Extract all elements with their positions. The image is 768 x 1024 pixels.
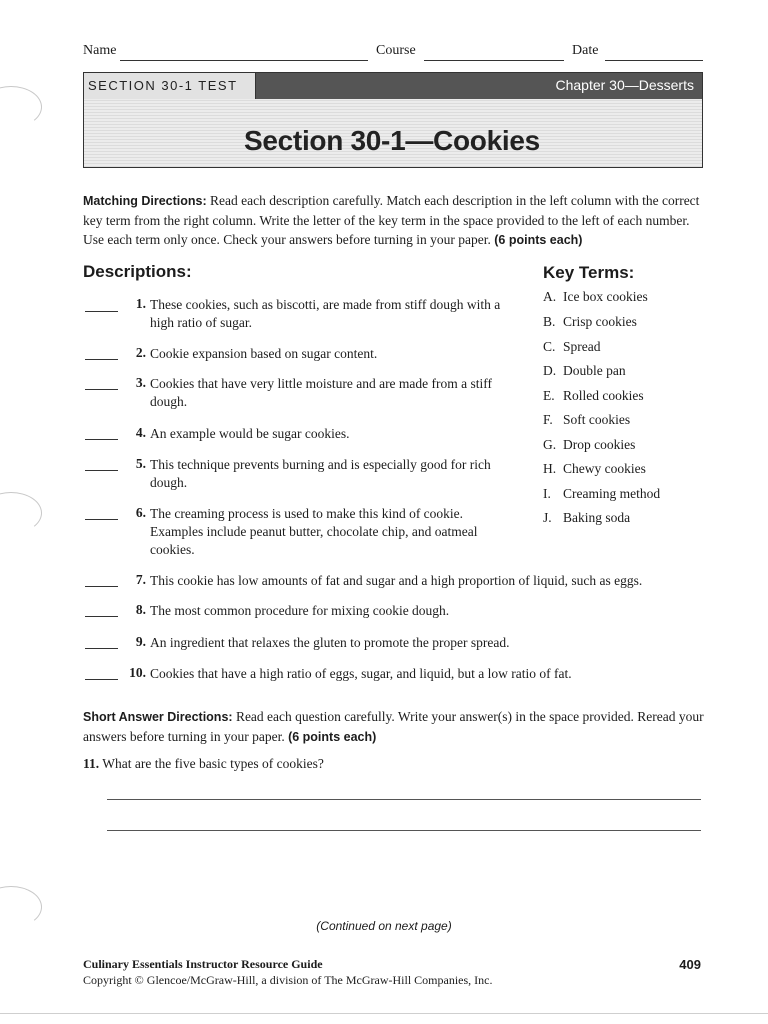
answer-blank-5[interactable] xyxy=(85,470,118,471)
answer-blank-10[interactable] xyxy=(85,679,118,680)
key-term-a xyxy=(543,289,648,305)
guide-title: Culinary Essentials Instructor Resource Guide xyxy=(83,957,323,971)
answer-blank-1[interactable] xyxy=(85,311,118,312)
key-term-letter: D. xyxy=(543,363,557,378)
key-term-j xyxy=(543,510,630,526)
section-tab-label: SECTION 30-1 TEST xyxy=(88,78,238,93)
answer-blank-9[interactable] xyxy=(85,648,118,649)
key-term-letter: H. xyxy=(543,461,557,476)
key-term-letter: C. xyxy=(543,339,556,354)
matching-directions xyxy=(83,191,705,250)
name-field[interactable] xyxy=(120,60,368,61)
matching-directions-label: Matching Directions: xyxy=(83,194,207,208)
question-number-2: 2. xyxy=(135,345,146,360)
key-term-h xyxy=(543,461,646,477)
page-number: 409 xyxy=(679,957,701,972)
key-term-label: Rolled cookies xyxy=(563,388,644,403)
short-answer-directions-label: Short Answer Directions: xyxy=(83,710,233,724)
course-field[interactable] xyxy=(424,60,564,61)
question-text-4: An example would be sugar cookies. xyxy=(150,426,350,441)
key-term-letter: B. xyxy=(543,314,556,329)
key-term-c xyxy=(543,339,601,355)
name-label: Name xyxy=(83,43,117,58)
answer-line-1[interactable] xyxy=(107,799,701,800)
page-edge xyxy=(0,1013,768,1014)
question-text-7: This cookie has low amounts of fat and sugar and a high proportion of liquid, such as eggs. xyxy=(150,573,643,588)
answer-blank-7[interactable] xyxy=(85,586,118,587)
short-answer-directions-text: Read each question carefully. Write your answer(s) in the space provided. Reread your answers before turning in your paper. xyxy=(83,709,704,744)
section-tab xyxy=(84,73,256,99)
question-number-5: 5. xyxy=(135,456,146,471)
section-banner xyxy=(83,72,703,168)
page-title: Section 30-1—Cookies xyxy=(244,125,540,156)
descriptions-heading: Descriptions: xyxy=(83,262,192,281)
key-term-letter: I. xyxy=(543,486,551,501)
question-text-3: Cookies that have very little moisture and are made from a stiff dough. xyxy=(150,376,493,409)
key-term-g xyxy=(543,437,635,453)
question-text-11: What are the five basic types of cookies? xyxy=(102,756,324,771)
answer-blank-6[interactable] xyxy=(85,519,118,520)
continued-note: (Continued on next page) xyxy=(316,919,452,933)
date-field[interactable] xyxy=(605,60,703,61)
matching-directions-text: Read each description carefully. Match each description in the left column with the correct key term from the right column. Write the letter of the key term in the space provided to the left of each number. Use each term only once. Check your answers before turning in your paper. xyxy=(83,193,700,247)
key-terms-heading: Key Terms: xyxy=(543,263,635,282)
question-number-8: 8. xyxy=(135,602,146,617)
answer-blank-2[interactable] xyxy=(85,359,118,360)
question-number-3: 3. xyxy=(135,375,146,390)
course-label: Course xyxy=(376,43,416,58)
answer-blank-8[interactable] xyxy=(85,616,118,617)
key-term-letter: F. xyxy=(543,412,553,427)
short-answer-points: (6 points each) xyxy=(288,730,377,744)
key-term-letter: G. xyxy=(543,437,557,452)
copyright: Copyright © Glencoe/McGraw-Hill, a division of The McGraw-Hill Companies, Inc. xyxy=(83,973,493,987)
question-11 xyxy=(83,756,324,772)
key-term-label: Crisp cookies xyxy=(563,314,637,329)
key-term-label: Drop cookies xyxy=(563,437,636,452)
punch-hole-top xyxy=(0,86,42,128)
key-term-label: Baking soda xyxy=(563,510,631,525)
key-term-label: Spread xyxy=(563,339,601,354)
key-term-letter: E. xyxy=(543,388,555,403)
question-number-6: 6. xyxy=(135,505,146,520)
question-text-2: Cookie expansion based on sugar content. xyxy=(150,346,378,361)
chapter-label: Chapter 30—Desserts xyxy=(555,77,694,93)
key-term-f xyxy=(543,412,630,428)
question-number-1: 1. xyxy=(135,296,146,311)
answer-blank-4[interactable] xyxy=(85,439,118,440)
question-number-4: 4. xyxy=(135,425,146,440)
question-number-9: 9. xyxy=(135,634,146,649)
question-number-7: 7. xyxy=(135,572,146,587)
key-term-label: Ice box cookies xyxy=(563,289,648,304)
answer-blank-3[interactable] xyxy=(85,389,118,390)
question-text-5: This technique prevents burning and is especially good for rich dough. xyxy=(150,457,491,490)
key-term-b xyxy=(543,314,637,330)
key-term-label: Creaming method xyxy=(563,486,661,501)
key-term-d xyxy=(543,363,626,379)
date-label: Date xyxy=(572,43,599,58)
question-text-9: An ingredient that relaxes the gluten to promote the proper spread. xyxy=(150,635,510,650)
key-term-label: Soft cookies xyxy=(563,412,631,427)
question-number-11: 11. xyxy=(83,756,100,771)
short-answer-directions xyxy=(83,707,705,747)
question-text-6: The creaming process is used to make this kind of cookie. Examples include peanut butter, chocolate chip, and oatmeal cookies. xyxy=(150,506,478,557)
key-term-letter: J. xyxy=(543,510,552,525)
key-term-label: Double pan xyxy=(563,363,626,378)
punch-hole-middle xyxy=(0,492,42,534)
question-text-8: The most common procedure for mixing cookie dough. xyxy=(150,603,450,618)
key-term-i xyxy=(543,486,660,502)
key-term-letter: A. xyxy=(543,289,557,304)
answer-line-2[interactable] xyxy=(107,830,701,831)
question-text-10: Cookies that have a high ratio of eggs, sugar, and liquid, but a low ratio of fat. xyxy=(150,666,572,681)
matching-points: (6 points each) xyxy=(494,233,583,247)
question-text-1: These cookies, such as biscotti, are made from stiff dough with a high ratio of sugar. xyxy=(150,297,501,330)
key-term-e xyxy=(543,388,644,404)
question-number-10: 10. xyxy=(129,665,146,680)
key-term-label: Chewy cookies xyxy=(563,461,646,476)
